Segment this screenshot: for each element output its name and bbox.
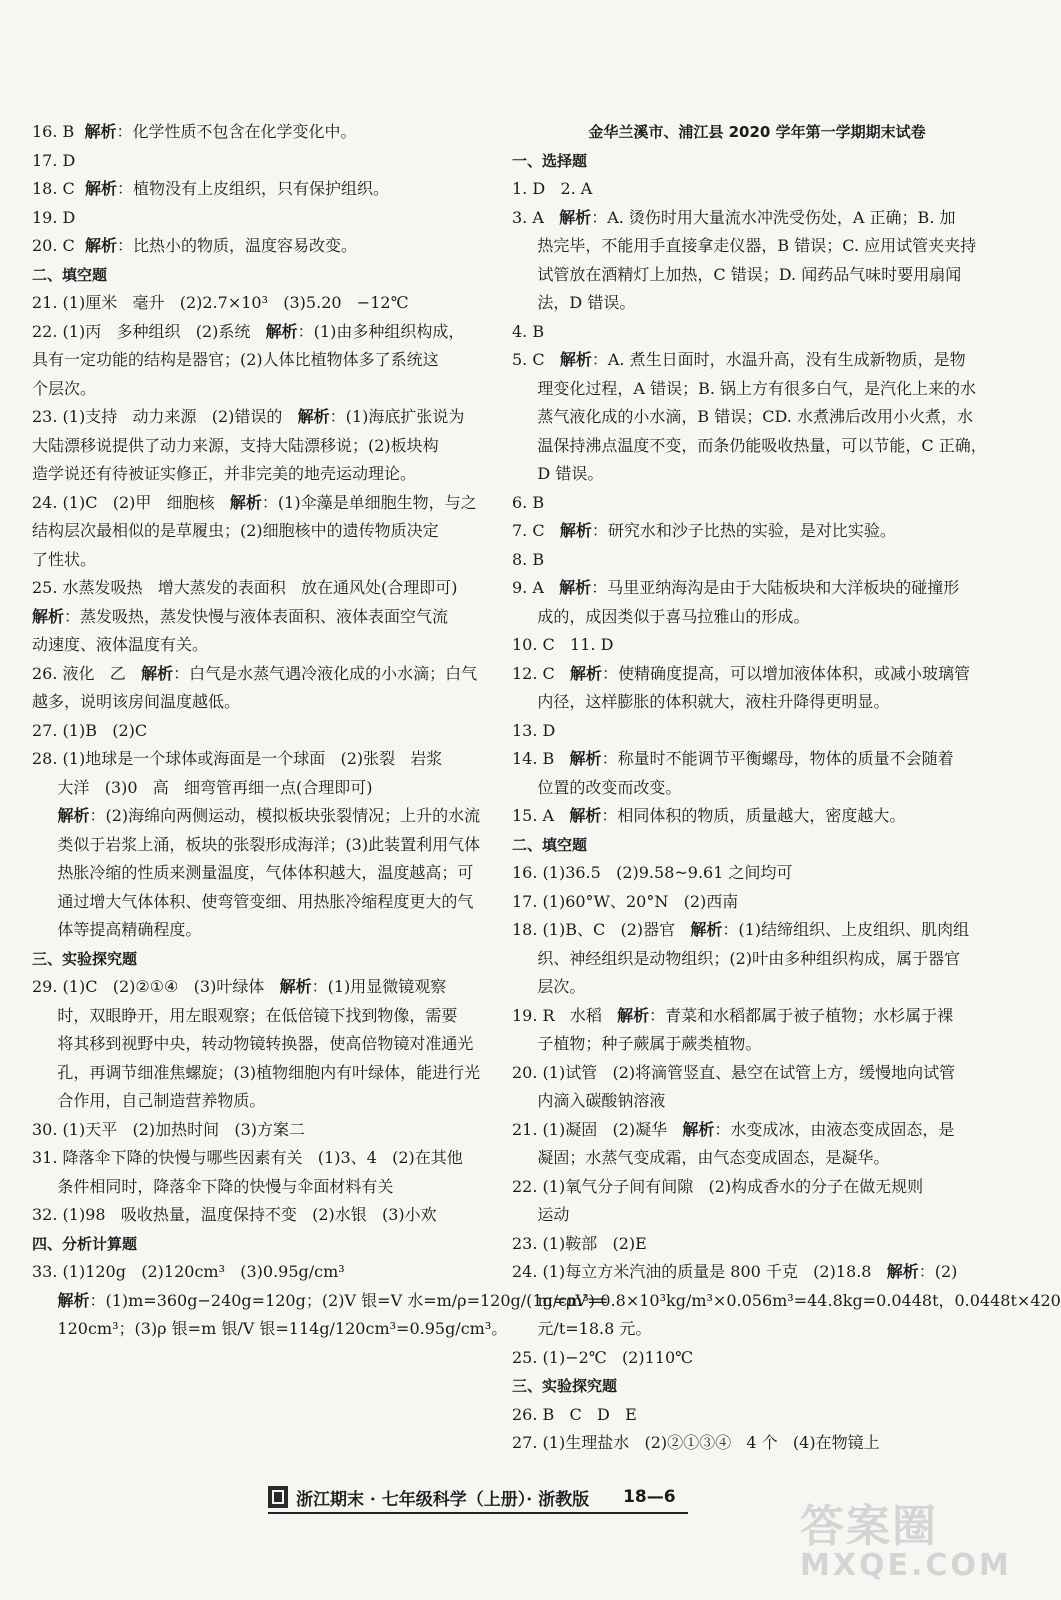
- answer-line: [32, 888, 494, 917]
- answer-text: 3. A: [512, 207, 560, 227]
- answer-text: 合作用，自己制造营养物质。: [32, 1091, 266, 1110]
- answer-line: [512, 403, 972, 432]
- answer-text: 24. (1)C (2)甲 细胞核: [32, 492, 230, 512]
- answer-line: [32, 375, 494, 404]
- analysis-label: 解析: [559, 350, 592, 369]
- answer-text: 造学说还有待被证实修正，并非完美的地壳运动理论。: [32, 464, 417, 483]
- answer-text: 23. (1)鞍部 (2)E: [512, 1233, 647, 1253]
- answer-text: 大陆漂移说提供了动力来源，支持大陆漂移说；(2)板块构: [32, 435, 439, 455]
- answer-line: [32, 916, 494, 945]
- answer-line: [32, 460, 494, 489]
- analysis-label: 解析: [265, 321, 298, 341]
- answer-line: [32, 118, 494, 147]
- answer-line: [32, 802, 494, 831]
- page-footer: [268, 1482, 688, 1514]
- analysis-label: 解析: [559, 207, 592, 227]
- answer-line: [512, 945, 972, 974]
- answer-text: 孔，再调节细准焦螺旋；(3)植物细胞内有叶绿体，能进行光: [32, 1062, 481, 1082]
- answer-text: 18. C: [32, 179, 85, 198]
- answer-text: 19. R 水稻: [512, 1005, 618, 1025]
- answer-line: [32, 204, 494, 233]
- answer-text: m=ρV=0.8×10³kg/m³×0.056m³=44.8kg=0.0448t，0.0448t×420: [512, 1290, 1061, 1310]
- answer-text: 22. (1)氧气分子间有间隙 (2)构成香水的分子在做无规则: [512, 1176, 924, 1196]
- answer-line: [32, 546, 494, 575]
- analysis-text: ：白气是水蒸气遇冷液化成的小水滴；白气: [173, 663, 478, 683]
- answer-text: 21. (1)凝固 (2)凝华: [512, 1119, 683, 1139]
- answer-text: [32, 1291, 57, 1310]
- exam-title: 金华兰溪市、浦江县 2020 学年第一学期期末试卷: [588, 123, 926, 141]
- answer-line: [32, 831, 494, 860]
- answer-line: [32, 147, 494, 176]
- answer-text: 32. (1)98 吸收热量，温度保持不变 (2)水银 (3)小欢: [32, 1205, 437, 1224]
- analysis-text: ：(2)海绵向两侧运动，模拟板块张裂情况；上升的水流: [89, 806, 481, 825]
- answer-line: [32, 1030, 494, 1059]
- answer-text: 时，双眼睁开，用左眼观察；在低倍镜下找到物像，需要: [32, 1005, 458, 1025]
- answer-text: 18. (1)B、C (2)器官: [512, 920, 691, 939]
- section-heading: 三、实验探究题: [32, 949, 138, 968]
- answer-text: [32, 806, 57, 825]
- analysis-label: 解析: [617, 1005, 650, 1025]
- answer-text: 29. (1)C (2)②①④ (3)叶绿体: [32, 977, 280, 996]
- analysis-text: ：(1)海底扩张说为: [329, 407, 465, 426]
- answer-line: [32, 1087, 494, 1116]
- answer-line: [512, 774, 972, 803]
- answer-text: 热完毕，不能用手直接拿走仪器，B 错误；C. 应用试管夹夹持: [512, 236, 977, 255]
- analysis-label: 解析: [559, 521, 592, 540]
- answer-text: 12. C: [512, 663, 571, 683]
- answer-line: [512, 1401, 972, 1430]
- answer-line: [512, 631, 972, 660]
- answer-text: 运动: [512, 1205, 570, 1224]
- answer-text: 19. D: [32, 207, 76, 227]
- answer-line: [512, 460, 972, 489]
- section-heading: 二、填空题: [512, 835, 588, 854]
- analysis-label: 解析: [886, 1262, 919, 1281]
- analysis-text: ：比热小的物质，温度容易改变。: [116, 236, 357, 255]
- answer-line: [32, 1116, 494, 1145]
- answer-text: 20. C: [32, 236, 85, 255]
- answer-text: 子植物；种子蕨属于蕨类植物。: [512, 1034, 762, 1053]
- answer-line: [32, 175, 494, 204]
- answer-line: [32, 1002, 494, 1031]
- answer-line: [32, 289, 494, 318]
- analysis-label: 解析: [570, 663, 603, 683]
- analysis-label: 解析: [690, 920, 723, 939]
- answer-line: [32, 1173, 494, 1202]
- answer-text: 9. A: [512, 578, 560, 597]
- analysis-text: ：水变成冰，由液态变成固态，是: [714, 1119, 955, 1139]
- answer-line: [32, 517, 494, 546]
- answer-line: [512, 1173, 972, 1202]
- answer-text: 内滴入碳酸钠溶液: [512, 1091, 666, 1110]
- answer-line: [32, 346, 494, 375]
- answer-line: [512, 802, 972, 831]
- answer-text: 个层次。: [32, 378, 97, 398]
- analysis-text: ：马里亚纳海沟是由于大陆板块和大洋板块的碰撞形: [591, 578, 960, 597]
- answer-text: 理变化过程，A 错误；B. 锅上方有很多白气，是汽化上来的水: [512, 378, 977, 398]
- answer-text: 24. (1)每立方米汽油的质量是 800 千克 (2)18.8: [512, 1262, 887, 1281]
- answer-text: 位置的改变而改变。: [512, 777, 682, 797]
- answer-line: [512, 318, 972, 347]
- analysis-label: 解析: [682, 1119, 715, 1139]
- answer-line: [512, 261, 972, 290]
- answer-text: 5. C: [512, 350, 560, 369]
- analysis-text: ：称量时不能调节平衡螺母，物体的质量不会随着: [601, 749, 954, 768]
- answer-line: [512, 546, 972, 575]
- answer-text: 试管放在酒精灯上加热，C 错误；D. 闻药品气味时要用扇闻: [512, 264, 962, 284]
- answer-line: [32, 432, 494, 461]
- answer-text: 28. (1)地球是一个球体或海面是一个球面 (2)张裂 岩浆: [32, 749, 443, 768]
- answer-line: [512, 204, 972, 233]
- answer-text: 蒸气液化成的小水滴，B 错误；CD. 水煮沸后改用小火煮，水: [512, 407, 973, 426]
- answer-line: [32, 232, 494, 261]
- answer-line: [32, 1287, 609, 1316]
- section-heading: 四、分析计算题: [32, 1234, 138, 1253]
- analysis-text: ：相同体积的物质，质量越大，密度越大。: [601, 806, 906, 825]
- answer-line: [512, 688, 972, 717]
- right-column: [512, 118, 1061, 1458]
- answer-text: 元/t=18.8 元。: [512, 1319, 652, 1338]
- answer-line: [32, 774, 494, 803]
- answer-text: 7. C: [512, 521, 560, 540]
- answer-text: 具有一定功能的结构是器官；(2)人体比植物体多了系统这: [32, 350, 439, 369]
- answer-line: [32, 1201, 494, 1230]
- answer-line: [32, 717, 494, 746]
- answer-text: 14. B: [512, 749, 570, 768]
- analysis-label: 解析: [297, 407, 330, 426]
- answer-text: 将其移到视野中央，转动物镜转换器，使高倍物镜对准通光: [32, 1034, 474, 1053]
- analysis-label: 解析: [279, 977, 312, 996]
- answer-line: [32, 745, 494, 774]
- answer-text: 内径，这样膨胀的体积就大，液柱升降得更明显。: [512, 692, 890, 711]
- answer-text: 120cm³；(3)ρ 银=m 银/V 银=114g/120cm³=0.95g/cm³。: [32, 1319, 508, 1338]
- answer-line: [512, 1315, 972, 1344]
- answer-text: 31. 降落伞下降的快慢与哪些因素有关 (1)3、4 (2)在其他: [32, 1148, 463, 1167]
- analysis-text: ：青菜和水稻都属于被子植物；水杉属于裸: [649, 1005, 954, 1025]
- answer-line: [512, 346, 972, 375]
- analysis-text: ：使精确度提高，可以增加液体体积，或减小玻璃管: [602, 663, 971, 683]
- answer-text: 26. B C D E: [512, 1404, 637, 1424]
- answer-line: [512, 175, 972, 204]
- watermark-text: 答案圈: [800, 1501, 938, 1552]
- answer-line: [32, 318, 494, 347]
- answer-line: [512, 603, 972, 632]
- answer-text: 8. B: [512, 549, 545, 569]
- answer-line: [32, 631, 494, 660]
- answer-line: [512, 1002, 972, 1031]
- answer-text: 了性状。: [32, 549, 97, 569]
- section-heading: 二、填空题: [32, 265, 108, 284]
- answer-line: [512, 717, 972, 746]
- answer-line: [32, 859, 494, 888]
- answer-text: 16. (1)36.5 (2)9.58~9.61 之间均可: [512, 863, 793, 882]
- analysis-label: 解析: [229, 492, 262, 512]
- answer-line: [512, 432, 987, 461]
- answer-line: [512, 1030, 972, 1059]
- answer-text: 体等提高精确程度。: [32, 920, 202, 939]
- analysis-label: 解析: [569, 749, 602, 768]
- analysis-label: 解析: [559, 578, 592, 597]
- analysis-label: 解析: [57, 1290, 90, 1310]
- answer-line: [512, 973, 972, 1002]
- answer-line: [512, 1116, 972, 1145]
- answer-line: [512, 660, 972, 689]
- answer-line: [512, 289, 972, 318]
- answer-line: [512, 1344, 972, 1373]
- answer-text: 6. B: [512, 492, 545, 512]
- answer-text: 成的，成因类似于喜马拉雅山的形成。: [512, 606, 810, 626]
- answer-line: [32, 603, 494, 632]
- answer-line: [512, 745, 972, 774]
- answer-text: 26. 液化 乙: [32, 663, 142, 683]
- answer-text: 凝固；水蒸气变成霜，由气态变成固态，是凝华。: [512, 1148, 890, 1167]
- answer-text: 1. D 2. A: [512, 179, 593, 198]
- answer-line: [512, 1144, 972, 1173]
- answer-text: 27. (1)生理盐水 (2)②①③④ 4 个 (4)在物镜上: [512, 1433, 880, 1452]
- answer-text: 30. (1)天平 (2)加热时间 (3)方案二: [32, 1119, 306, 1139]
- section-heading: 一、选择题: [512, 151, 588, 170]
- answer-text: 法，D 错误。: [512, 293, 636, 312]
- answer-line: [512, 916, 972, 945]
- answer-line: [32, 489, 494, 518]
- answer-text: 结构层次最相似的是草履虫；(2)细胞核中的遗传物质决定: [32, 521, 439, 540]
- answer-text: 大洋 (3)0 高 细弯管再细一点(合理即可): [32, 777, 373, 797]
- answer-text: 27. (1)B (2)C: [32, 720, 148, 740]
- answer-line: [512, 1429, 972, 1458]
- answer-line: [512, 1287, 1061, 1316]
- answer-line: [512, 1230, 972, 1259]
- analysis-text: ：(1)由多种组织构成，: [297, 321, 465, 341]
- analysis-label: 解析: [141, 663, 174, 683]
- answer-text: 类似于岩浆上涌，板块的张裂形成海洋；(3)此装置利用气体: [32, 834, 481, 854]
- answer-line: [512, 888, 972, 917]
- answer-line: [512, 1059, 972, 1088]
- analysis-label: 解析: [57, 806, 90, 825]
- page-number: 18—6: [623, 1487, 676, 1507]
- answer-text: 层次。: [512, 977, 586, 996]
- answer-text: 动速度、液体温度有关。: [32, 635, 209, 654]
- answer-line: [512, 517, 972, 546]
- answer-line: [32, 1258, 494, 1287]
- answer-text: 33. (1)120g (2)120cm³ (3)0.95g/cm³: [32, 1262, 345, 1281]
- analysis-text: ：(1)结缔组织、上皮组织、肌肉组: [722, 920, 970, 939]
- answer-text: 22. (1)丙 多种组织 (2)系统: [32, 321, 266, 341]
- answer-text: 25. (1)−2℃ (2)110℃: [512, 1347, 694, 1367]
- answer-text: 10. C 11. D: [512, 635, 614, 654]
- analysis-text: ：A. 烫伤时用大量流水冲洗受伤处，A 正确；B. 加: [591, 207, 956, 227]
- analysis-text: ：研究水和沙子比热的实验，是对比实验。: [591, 521, 896, 540]
- answer-text: 25. 水蒸发吸热 增大蒸发的表面积 放在通风处(合理即可): [32, 578, 458, 597]
- analysis-text: ：(1)伞藻是单细胞生物，与之: [261, 492, 477, 512]
- analysis-label: 解析: [32, 606, 65, 626]
- answer-line: [32, 574, 494, 603]
- answer-text: 热胀冷缩的性质来测量温度，气体体积越大，温度越高；可: [32, 863, 474, 882]
- analysis-label: 解析: [84, 236, 117, 255]
- answer-text: D 错误。: [512, 464, 604, 483]
- answer-text: 织、神经组织是动物组织；(2)叶由多种组织构成，属于器官: [512, 948, 961, 968]
- answer-line: [512, 574, 972, 603]
- answer-line: [32, 973, 494, 1002]
- answer-line: [32, 1315, 508, 1344]
- analysis-text: ：植物没有上皮组织，只有保护组织。: [116, 179, 389, 198]
- answer-text: 通过增大气体体积、使弯管变细、用热胀冷缩程度更大的气: [32, 891, 474, 911]
- answer-line: [512, 232, 977, 261]
- watermark-url: MXQE.COM: [800, 1548, 1012, 1583]
- answer-text: 23. (1)支持 动力来源 (2)错误的: [32, 407, 298, 426]
- analysis-text: ：化学性质不包含在化学变化中。: [116, 122, 357, 141]
- answer-line: [512, 1087, 972, 1116]
- answer-line: [32, 403, 494, 432]
- answer-line: [512, 375, 977, 404]
- answer-text: 越多，说明该房间温度越低。: [32, 692, 241, 711]
- answer-line: [32, 660, 494, 689]
- watermark-logo: [800, 1490, 1012, 1590]
- answer-line: [32, 1059, 494, 1088]
- answer-text: 20. (1)试管 (2)将滴管竖直、悬空在试管上方，缓慢地向试管: [512, 1062, 956, 1082]
- analysis-text: ：(1)用显微镜观察: [311, 977, 447, 996]
- analysis-label: 解析: [84, 122, 117, 141]
- analysis-text: ：(2): [918, 1262, 958, 1281]
- answer-text: 13. D: [512, 720, 556, 740]
- answer-text: 21. (1)厘米 毫升 (2)2.7×10³ (3)5.20 −12℃: [32, 293, 409, 312]
- answer-line: [32, 688, 494, 717]
- analysis-text: ：A. 煮生日面时，水温升高，没有生成新物质，是物: [591, 350, 966, 369]
- analysis-label: 解析: [84, 179, 117, 198]
- answer-line: [32, 1144, 494, 1173]
- answer-text: 15. A: [512, 806, 570, 825]
- analysis-label: 解析: [569, 806, 602, 825]
- answer-text: 温保持沸点温度不变，而条仍能吸收热量，可以节能，C 正确，: [512, 435, 987, 455]
- answer-text: 4. B: [512, 321, 545, 341]
- answer-text: 17. D: [32, 150, 76, 170]
- analysis-text: ：(1)m=360g−240g=120g；(2)V 银=V 水=m/ρ=120g/(1g/cm³)=: [89, 1290, 609, 1310]
- answer-text: 17. (1)60°W、20°N (2)西南: [512, 891, 739, 911]
- answer-text: 条件相同时，降落伞下降的快慢与伞面材料有关: [32, 1176, 394, 1196]
- book-logo-icon: [268, 1486, 288, 1508]
- answer-line: [512, 1258, 972, 1287]
- answer-line: [512, 1201, 972, 1230]
- footer-title: 浙江期末 · 七年级科学（上册）· 浙教版: [296, 1489, 590, 1510]
- answer-line: [512, 489, 972, 518]
- answer-line: [512, 859, 972, 888]
- answer-text: 16. B: [32, 122, 85, 141]
- section-heading: 三、实验探究题: [512, 1377, 618, 1395]
- analysis-text: ：蒸发吸热，蒸发快慢与液体表面积、液体表面空气流: [64, 606, 449, 626]
